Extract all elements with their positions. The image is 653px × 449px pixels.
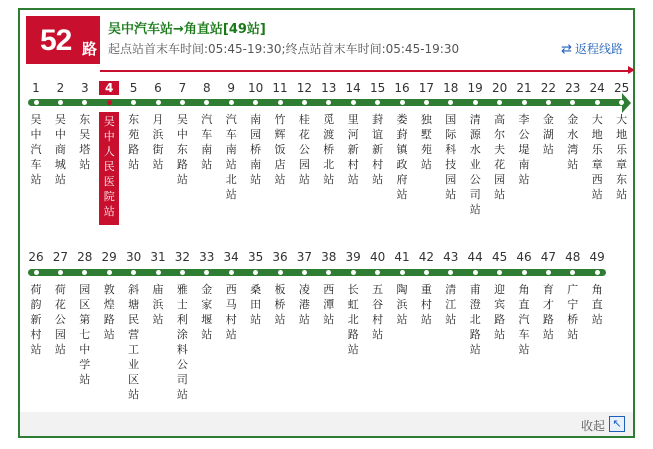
route-header [20,10,633,72]
stop-number: 29 [101,250,117,264]
stop-name-link[interactable]: 陶浜站 [396,283,408,326]
stop-number: 33 [199,250,215,264]
stop-number: 8 [202,81,211,95]
stop-dot [400,100,405,105]
route-track [28,269,606,276]
stop-number: 30 [125,250,142,264]
stop-name-link[interactable]: 吴中东路站 [176,113,188,186]
stop-name-link[interactable]: 甫澄北路站 [469,283,481,356]
stop-name-link[interactable]: 葑谊新村站 [372,113,384,186]
stop-number: 28 [77,250,93,264]
stop-number: 16 [394,81,410,95]
stop-dot [107,270,112,275]
stop-name-link[interactable]: 汽车南站北站 [225,113,237,201]
stop-number: 45 [491,250,508,264]
stop-number: 49 [589,250,605,264]
stop-number: 40 [369,250,386,264]
stop-number: 11 [272,81,288,95]
stop-name-link[interactable]: 荷韵新村站 [30,283,42,356]
stop-dot [107,100,112,105]
stop-name-link[interactable]: 荷花公园站 [54,283,66,356]
stop-number: 48 [565,250,581,264]
stop-dot [34,100,39,105]
header-divider-arrow-icon [628,66,635,74]
stop-number: 15 [369,81,386,95]
stop-number: 3 [80,81,89,95]
stop-number: 2 [56,81,65,95]
stop-number: 22 [540,81,557,95]
stop-name-link[interactable]: 金水湾站 [567,113,579,171]
stop-dot [229,270,234,275]
stop-number: 6 [154,81,162,95]
stop-number: 37 [296,250,313,264]
stop-dot [58,100,63,105]
stop-number: 20 [491,81,508,95]
stop-name-link[interactable]: 南园桥南站 [250,113,262,186]
stop-name-link[interactable]: 雅士利涂料公司站 [176,283,188,401]
stop-name-link[interactable]: 月浜街站 [152,113,164,171]
stop-number: 1 [32,81,40,95]
return-route-link[interactable] [561,40,623,57]
stop-number: 23 [565,81,581,95]
route-suffix: 路 [82,40,98,58]
collapse-link[interactable]: 收起 [580,419,605,433]
return-route-label: 返程线路 [574,42,623,56]
stop-dot [351,270,356,275]
stop-number: 19 [467,81,483,95]
stop-name-link[interactable]: 长虹北路站 [347,283,359,356]
stop-number: 31 [150,250,166,264]
stop-number: 25 [613,81,630,95]
stop-number: 36 [272,250,288,264]
route-title: 吴中汽车站→角直站[49站] [108,22,266,37]
stop-number: 32 [174,250,191,264]
stop-number: 21 [516,81,532,95]
stop-name-link[interactable]: 凌港站 [298,283,310,326]
stop-name-link[interactable]: 大地乐章西站 [591,113,603,201]
stop-dot [58,270,63,275]
stop-name-link[interactable]: 高尔夫花园站 [494,113,506,201]
stop-name-link[interactable]: 广宁桥站 [567,283,579,341]
stop-dot [473,100,478,105]
stop-dot [400,270,405,275]
stop-dot [473,270,478,275]
arrow-down-left-icon[interactable]: ↖ [609,416,625,432]
stop-number: 10 [247,81,264,95]
header-divider [100,70,630,72]
stop-number: 12 [296,81,313,95]
stop-dot [156,270,161,275]
stop-name-link[interactable]: 庙浜站 [152,283,164,326]
stop-name-link[interactable]: 李公堤南站 [518,113,530,186]
stop-name-link[interactable]: 清源水业公司站 [469,113,481,216]
stop-dot [546,270,551,275]
stop-number: 44 [467,250,483,264]
stop-number: 46 [516,250,532,264]
stop-dot [278,100,283,105]
panel-footer [20,412,633,436]
route-number: 52 [40,24,72,57]
stop-dot [229,100,234,105]
stop-name-link[interactable]: 板桥站 [274,283,286,326]
stop-name-link[interactable]: 迎宾路站 [494,283,506,341]
stop-dot [424,270,429,275]
stop-name-link[interactable]: 西潭站 [323,283,335,326]
stop-name-link[interactable]: 东苑路站 [128,113,140,171]
stop-name-link[interactable]: 金湖站 [542,113,554,156]
stop-name-link[interactable]: 桑田站 [250,283,262,326]
stop-dot [34,270,39,275]
stop-number: 5 [129,81,138,95]
stop-number: 4 [99,81,119,95]
stop-name-link[interactable]: 吴中人民医院站 [99,112,119,225]
swap-arrows-icon: ⇄ [561,42,572,57]
stop-name-link[interactable]: 吴中汽车站 [30,113,42,186]
stop-dot [156,100,161,105]
stop-number: 43 [443,250,459,264]
stop-name-link[interactable]: 重村站 [420,283,432,326]
stop-dot [522,270,527,275]
route-badge [26,16,100,64]
stop-dot [351,100,356,105]
route-panel [18,8,635,438]
stop-number: 42 [418,250,435,264]
stop-dot [180,100,185,105]
stop-name-link[interactable]: 国际科技园站 [445,113,457,201]
stop-number: 41 [394,250,410,264]
stop-number: 13 [321,81,337,95]
stop-number: 34 [223,250,239,264]
stop-number: 18 [443,81,459,95]
stop-number: 27 [52,250,69,264]
route-times: 起点站首末车时间:05:45-19:30;终点站首末车时间:05:45-19:30 [108,42,460,56]
stop-number: 7 [178,81,187,95]
stop-number: 39 [345,250,361,264]
stop-name-link[interactable]: 独墅苑站 [420,113,432,171]
stop-name-link[interactable]: 角直站 [591,283,603,326]
stop-number: 47 [540,250,557,264]
stop-name-link[interactable]: 育才路站 [542,283,554,341]
stop-number: 38 [321,250,337,264]
stop-dot [180,270,185,275]
stop-number: 14 [345,81,361,95]
stop-dot [278,270,283,275]
stop-name-link[interactable]: 园区第七中学站 [79,283,91,386]
stop-name-link[interactable]: 角直汽车站 [518,283,530,356]
stop-name-link[interactable]: 觅渡桥北站 [323,113,335,186]
stop-dot [595,100,600,105]
stop-dot [302,270,307,275]
stop-name-link[interactable]: 西马村站 [225,283,237,341]
stop-name-link[interactable]: 汽车南站 [201,113,213,171]
stop-name-link[interactable]: 金家堰站 [201,283,213,341]
stop-name-link[interactable]: 五谷村站 [372,283,384,341]
stop-name-link[interactable]: 里河新村站 [347,113,359,186]
stop-number: 35 [247,250,264,264]
stop-number: 24 [589,81,605,95]
stop-name-link[interactable]: 桂花公园站 [298,113,310,186]
stop-dot [546,100,551,105]
stop-dot [302,100,307,105]
stop-name-link[interactable]: 清江站 [445,283,457,326]
stop-number: 26 [28,250,44,264]
stop-name-link[interactable]: 竹辉饭店站 [274,113,286,186]
stop-number: 17 [418,81,435,95]
stop-name-link[interactable]: 娄葑镇政府站 [396,113,408,201]
stop-dot [522,100,527,105]
stop-name-link[interactable]: 大地乐章东站 [616,113,628,201]
stop-name-link[interactable]: 敦煌路站 [103,283,115,341]
stop-name-link[interactable]: 斜塘民营工业区站 [128,283,140,401]
stop-name-link[interactable]: 东吴塔站 [79,113,91,171]
stop-number: 9 [227,81,235,95]
stop-dot [424,100,429,105]
stop-dot [595,270,600,275]
stop-name-link[interactable]: 吴中商城站 [54,113,66,186]
